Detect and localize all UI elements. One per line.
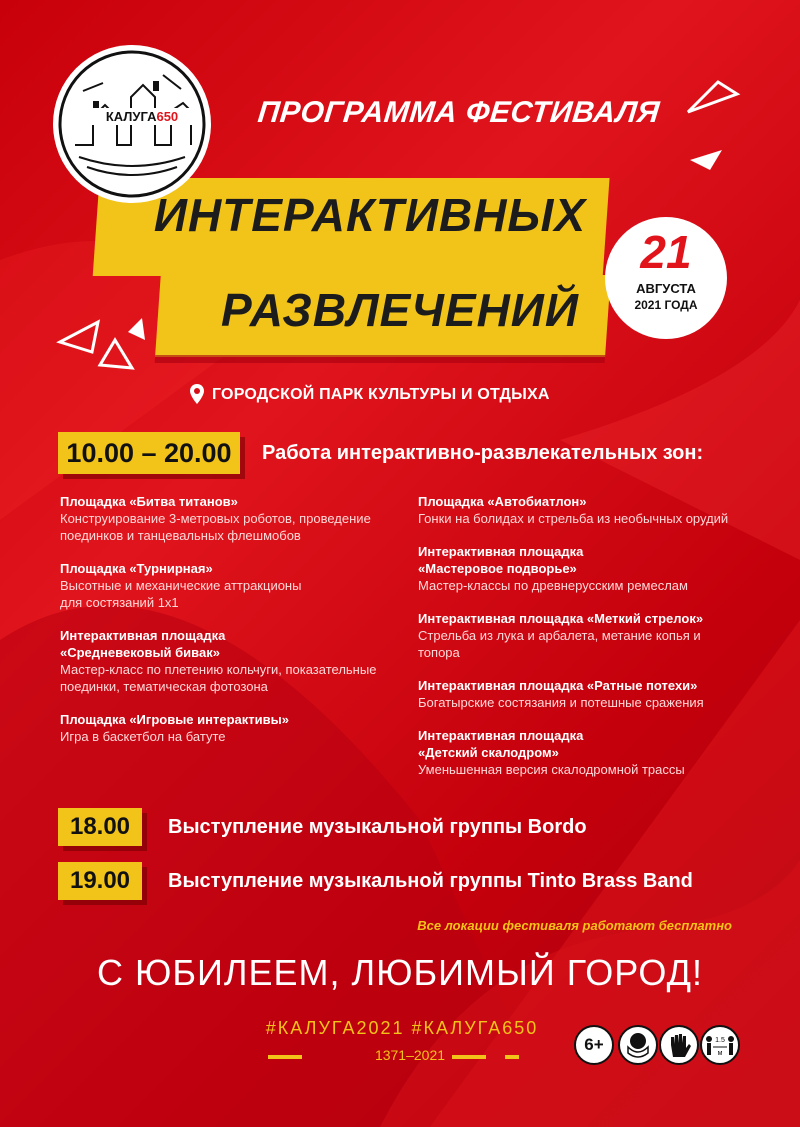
title-line-2: РАЗВЛЕЧЕНИЙ <box>221 284 579 336</box>
distance-unit: м <box>717 1050 723 1057</box>
title-line-1: ИНТЕРАКТИВНЫХ <box>153 189 587 241</box>
slogan: С ЮБИЛЕЕМ, ЛЮБИМЫЙ ГОРОД! <box>96 952 704 993</box>
time-badge-1800: 18.00 <box>58 808 142 846</box>
performance-bordo: Выступление музыкальной группы Bordo <box>168 816 587 838</box>
list-item: Площадка «Битва титанов» Конструирование 3-метровых роботов, проведение поединков и танцевальных флешмобов <box>60 494 371 543</box>
list-item: Интерактивная площадка «Детский скалодром» Уменьшенная версия скалодромной трассы <box>418 728 685 777</box>
list-item: Площадка «Турнирная» Высотные и механические аттракционы для состязаний 1х1 <box>60 561 302 610</box>
date-month: АВГУСТА <box>636 281 696 296</box>
location-pin-icon <box>190 384 204 404</box>
date-year: 2021 ГОДА <box>634 298 698 312</box>
age-rating-badge: 6+ <box>574 1025 614 1065</box>
list-item: Площадка «Автобиатлон» Гонки на болидах и стрельба из необычных орудий <box>418 494 729 526</box>
list-item: Площадка «Игровые интерактивы» Игра в баскетбол на батуте <box>60 712 289 744</box>
hashtags: #КАЛУГА2021 #КАЛУГА650 <box>265 1018 539 1038</box>
date-day: 21 <box>640 226 692 278</box>
free-note: Все локации фестиваля работают бесплатно <box>417 918 732 933</box>
triangle-deco <box>688 82 737 112</box>
triangle-deco-filled <box>690 150 722 170</box>
glove-icon <box>659 1025 699 1065</box>
location: ГОРОДСКОЙ ПАРК КУЛЬТУРЫ И ОТДЫХА <box>212 386 550 403</box>
zones-heading: Работа интерактивно-развлекательных зон: <box>262 442 704 464</box>
time-badge-1900: 19.00 <box>58 862 142 900</box>
time-badge-main: 10.00 – 20.00 <box>58 432 240 474</box>
years-label: 1371–2021 <box>374 1047 446 1063</box>
list-item: Интерактивная площадка «Средневековый бивак» Мастер-класс по плетению кольчуги, показательные поединки, тематическая фотозона <box>60 628 377 694</box>
date-badge <box>605 217 727 339</box>
program-subtitle: ПРОГРАММА ФЕСТИВАЛЯ <box>256 96 662 129</box>
distance-icon <box>700 1025 740 1065</box>
logo-label: КАЛУГА650 <box>90 108 194 125</box>
mask-icon <box>618 1025 658 1065</box>
left-column <box>60 493 420 761</box>
right-column <box>418 493 748 794</box>
list-item: Интерактивная площадка «Ратные потехи» Богатырские состязания и потешные сражения <box>418 678 704 710</box>
list-item: Интерактивная площадка «Мастеровое подворье» Мастер-классы по древнерусским ремеслам <box>418 544 688 593</box>
distance-value: 1.5 <box>715 1037 725 1044</box>
list-item: Интерактивная площадка «Меткий стрелок» Стрельба из лука и арбалета, метание копья и топора <box>418 611 704 660</box>
performance-tinto-brass: Выступление музыкальной группы Tinto Brass Band <box>168 870 693 892</box>
